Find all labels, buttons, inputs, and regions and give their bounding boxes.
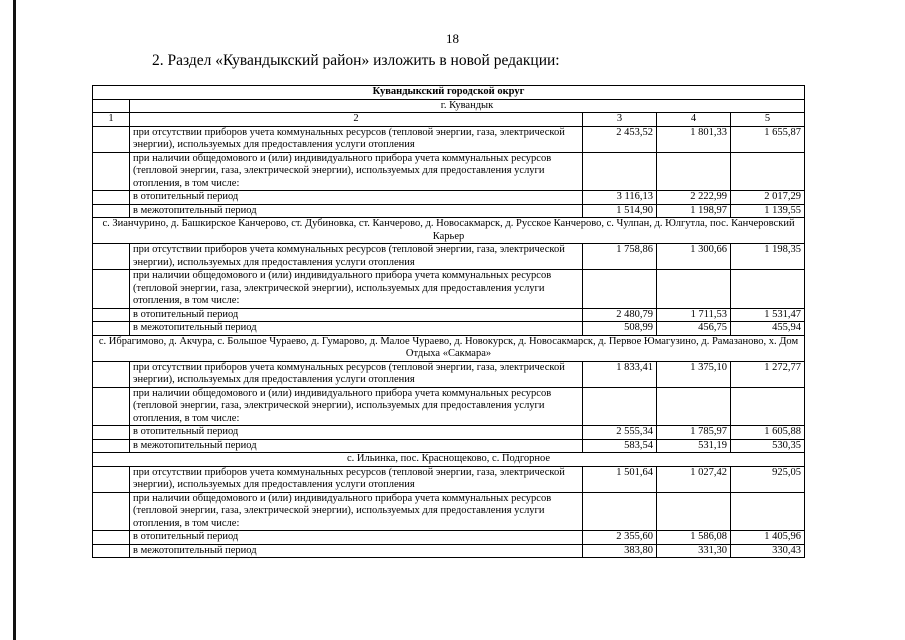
tariff-value-col5: 1 198,35 <box>731 244 805 270</box>
tariff-value-col5: 2 017,29 <box>731 191 805 205</box>
tariff-value-col3 <box>583 152 657 191</box>
locality-name: г. Кувандык <box>130 99 805 113</box>
section-heading: 2. Раздел «Кувандыкский район» изложить в новой редакции: <box>152 52 560 69</box>
tariff-value-col5: 1 605,88 <box>731 426 805 440</box>
row-spacer <box>93 544 130 558</box>
tariff-value-col3: 1 514,90 <box>583 204 657 218</box>
tariff-value-col4: 331,30 <box>657 544 731 558</box>
district-name: Кувандыкский городской округ <box>93 86 805 100</box>
tariff-value-col4: 1 711,53 <box>657 308 731 322</box>
tariff-row <box>93 191 805 205</box>
tariff-row <box>93 361 805 387</box>
tariff-label: при отсутствии приборов учета коммунальных ресурсов (тепловой энергии, газа, электрической энергии), используемых для предоставления услуги отопления <box>130 244 583 270</box>
tariff-label: при наличии общедомового и (или) индивидуального прибора учета коммунальных ресурсов (тепловой энергии, газа, электрической энергии), используемых для предоставления услуги отопления, в том числе: <box>130 387 583 426</box>
tariff-value-col4: 531,19 <box>657 439 731 453</box>
row-spacer <box>93 439 130 453</box>
tariff-label: в отопительный период <box>130 531 583 545</box>
tariff-value-col3 <box>583 492 657 531</box>
row-spacer <box>93 191 130 205</box>
tariff-label: в отопительный период <box>130 191 583 205</box>
tariff-label: при отсутствии приборов учета коммунальных ресурсов (тепловой энергии, газа, электрической энергии), используемых для предоставления услуги отопления <box>130 361 583 387</box>
tariff-value-col3: 1 758,86 <box>583 244 657 270</box>
tariff-value-col5: 530,35 <box>731 439 805 453</box>
tariff-row <box>93 387 805 426</box>
row-spacer <box>93 126 130 152</box>
row-spacer <box>93 152 130 191</box>
tariff-value-col4: 1 300,66 <box>657 244 731 270</box>
tariff-row <box>93 126 805 152</box>
column-number: 5 <box>731 113 805 127</box>
tariff-value-col3: 1 833,41 <box>583 361 657 387</box>
tariff-value-col3: 2 453,52 <box>583 126 657 152</box>
tariff-label: в отопительный период <box>130 426 583 440</box>
page-number: 18 <box>446 31 459 46</box>
tariff-row <box>93 152 805 191</box>
tariff-row <box>93 204 805 218</box>
tariff-value-col4: 1 785,97 <box>657 426 731 440</box>
locality-name: с. Зианчурино, д. Башкирское Канчерово, ст. Дубиновка, ст. Канчерово, д. Новосакмарск, д. Русское Канчерово, с. Чулпан, д. Юлгутла, пос. Канчеровский Карьер <box>93 218 805 244</box>
tariff-label: при наличии общедомового и (или) индивидуального прибора учета коммунальных ресурсов (тепловой энергии, газа, электрической энергии), используемых для предоставления услуги отопления, в том числе: <box>130 492 583 531</box>
district-row <box>93 86 805 100</box>
tariff-value-col4: 1 375,10 <box>657 361 731 387</box>
tariff-value-col3: 508,99 <box>583 322 657 336</box>
tariff-label: в межотопительный период <box>130 322 583 336</box>
tariff-label: при отсутствии приборов учета коммунальных ресурсов (тепловой энергии, газа, электрической энергии), используемых для предоставления услуги отопления <box>130 466 583 492</box>
tariff-label: при наличии общедомового и (или) индивидуального прибора учета коммунальных ресурсов (тепловой энергии, газа, электрической энергии), используемых для предоставления услуги отопления, в том числе: <box>130 152 583 191</box>
locality-spacer <box>93 99 130 113</box>
page-edge-rule <box>13 0 16 640</box>
tariff-value-col4 <box>657 270 731 309</box>
row-spacer <box>93 322 130 336</box>
tariff-table <box>92 85 805 558</box>
row-spacer <box>93 531 130 545</box>
column-number-row <box>93 113 805 127</box>
tariff-label: в межотопительный период <box>130 439 583 453</box>
row-spacer <box>93 466 130 492</box>
tariff-value-col5: 455,94 <box>731 322 805 336</box>
tariff-value-col4: 1 027,42 <box>657 466 731 492</box>
row-spacer <box>93 361 130 387</box>
tariff-value-col3 <box>583 270 657 309</box>
tariff-label: в межотопительный период <box>130 544 583 558</box>
column-number: 2 <box>130 113 583 127</box>
tariff-value-col3: 2 480,79 <box>583 308 657 322</box>
tariff-row <box>93 426 805 440</box>
locality-row <box>93 335 805 361</box>
locality-name: с. Ибрагимово, д. Акчура, с. Большое Чураево, д. Гумарово, д. Малое Чураево, д. Новокурск, д. Новосакмарск, д. Первое Юмагузино, д. Рамазаново, х. Дом Отдыха «Сакмара» <box>93 335 805 361</box>
tariff-value-col4 <box>657 152 731 191</box>
locality-row <box>93 99 805 113</box>
tariff-value-col5 <box>731 270 805 309</box>
tariff-value-col4: 1 198,97 <box>657 204 731 218</box>
tariff-value-col4: 1 586,08 <box>657 531 731 545</box>
tariff-value-col5: 1 405,96 <box>731 531 805 545</box>
locality-row <box>93 218 805 244</box>
tariff-value-col3: 583,54 <box>583 439 657 453</box>
tariff-label: в отопительный период <box>130 308 583 322</box>
tariff-row <box>93 492 805 531</box>
tariff-value-col3: 2 355,60 <box>583 531 657 545</box>
tariff-value-col4: 1 801,33 <box>657 126 731 152</box>
tariff-value-col5: 1 531,47 <box>731 308 805 322</box>
tariff-row <box>93 544 805 558</box>
tariff-value-col5: 1 139,55 <box>731 204 805 218</box>
tariff-value-col4: 2 222,99 <box>657 191 731 205</box>
tariff-value-col5: 330,43 <box>731 544 805 558</box>
row-spacer <box>93 244 130 270</box>
tariff-row <box>93 466 805 492</box>
row-spacer <box>93 387 130 426</box>
tariff-row <box>93 531 805 545</box>
tariff-row <box>93 439 805 453</box>
tariff-row <box>93 322 805 336</box>
row-spacer <box>93 308 130 322</box>
tariff-row <box>93 244 805 270</box>
tariff-label: в межотопительный период <box>130 204 583 218</box>
row-spacer <box>93 270 130 309</box>
locality-name: с. Ильинка, пос. Краснощеково, с. Подгорное <box>93 453 805 467</box>
tariff-value-col4 <box>657 387 731 426</box>
tariff-value-col5 <box>731 492 805 531</box>
tariff-row <box>93 308 805 322</box>
column-number: 4 <box>657 113 731 127</box>
tariff-value-col5 <box>731 387 805 426</box>
column-number: 3 <box>583 113 657 127</box>
tariff-value-col3: 1 501,64 <box>583 466 657 492</box>
tariff-value-col5: 1 272,77 <box>731 361 805 387</box>
row-spacer <box>93 426 130 440</box>
tariff-value-col3: 383,80 <box>583 544 657 558</box>
tariff-label: при наличии общедомового и (или) индивидуального прибора учета коммунальных ресурсов (тепловой энергии, газа, электрической энергии), используемых для предоставления услуги отопления, в том числе: <box>130 270 583 309</box>
column-number: 1 <box>93 113 130 127</box>
tariff-value-col3: 2 555,34 <box>583 426 657 440</box>
locality-row <box>93 453 805 467</box>
tariff-value-col3: 3 116,13 <box>583 191 657 205</box>
tariff-table-body <box>93 86 805 558</box>
tariff-value-col3 <box>583 387 657 426</box>
tariff-value-col4: 456,75 <box>657 322 731 336</box>
row-spacer <box>93 204 130 218</box>
tariff-value-col5: 1 655,87 <box>731 126 805 152</box>
row-spacer <box>93 492 130 531</box>
tariff-row <box>93 270 805 309</box>
tariff-label: при отсутствии приборов учета коммунальных ресурсов (тепловой энергии, газа, электрической энергии), используемых для предоставления услуги отопления <box>130 126 583 152</box>
tariff-value-col5 <box>731 152 805 191</box>
tariff-value-col4 <box>657 492 731 531</box>
tariff-value-col5: 925,05 <box>731 466 805 492</box>
